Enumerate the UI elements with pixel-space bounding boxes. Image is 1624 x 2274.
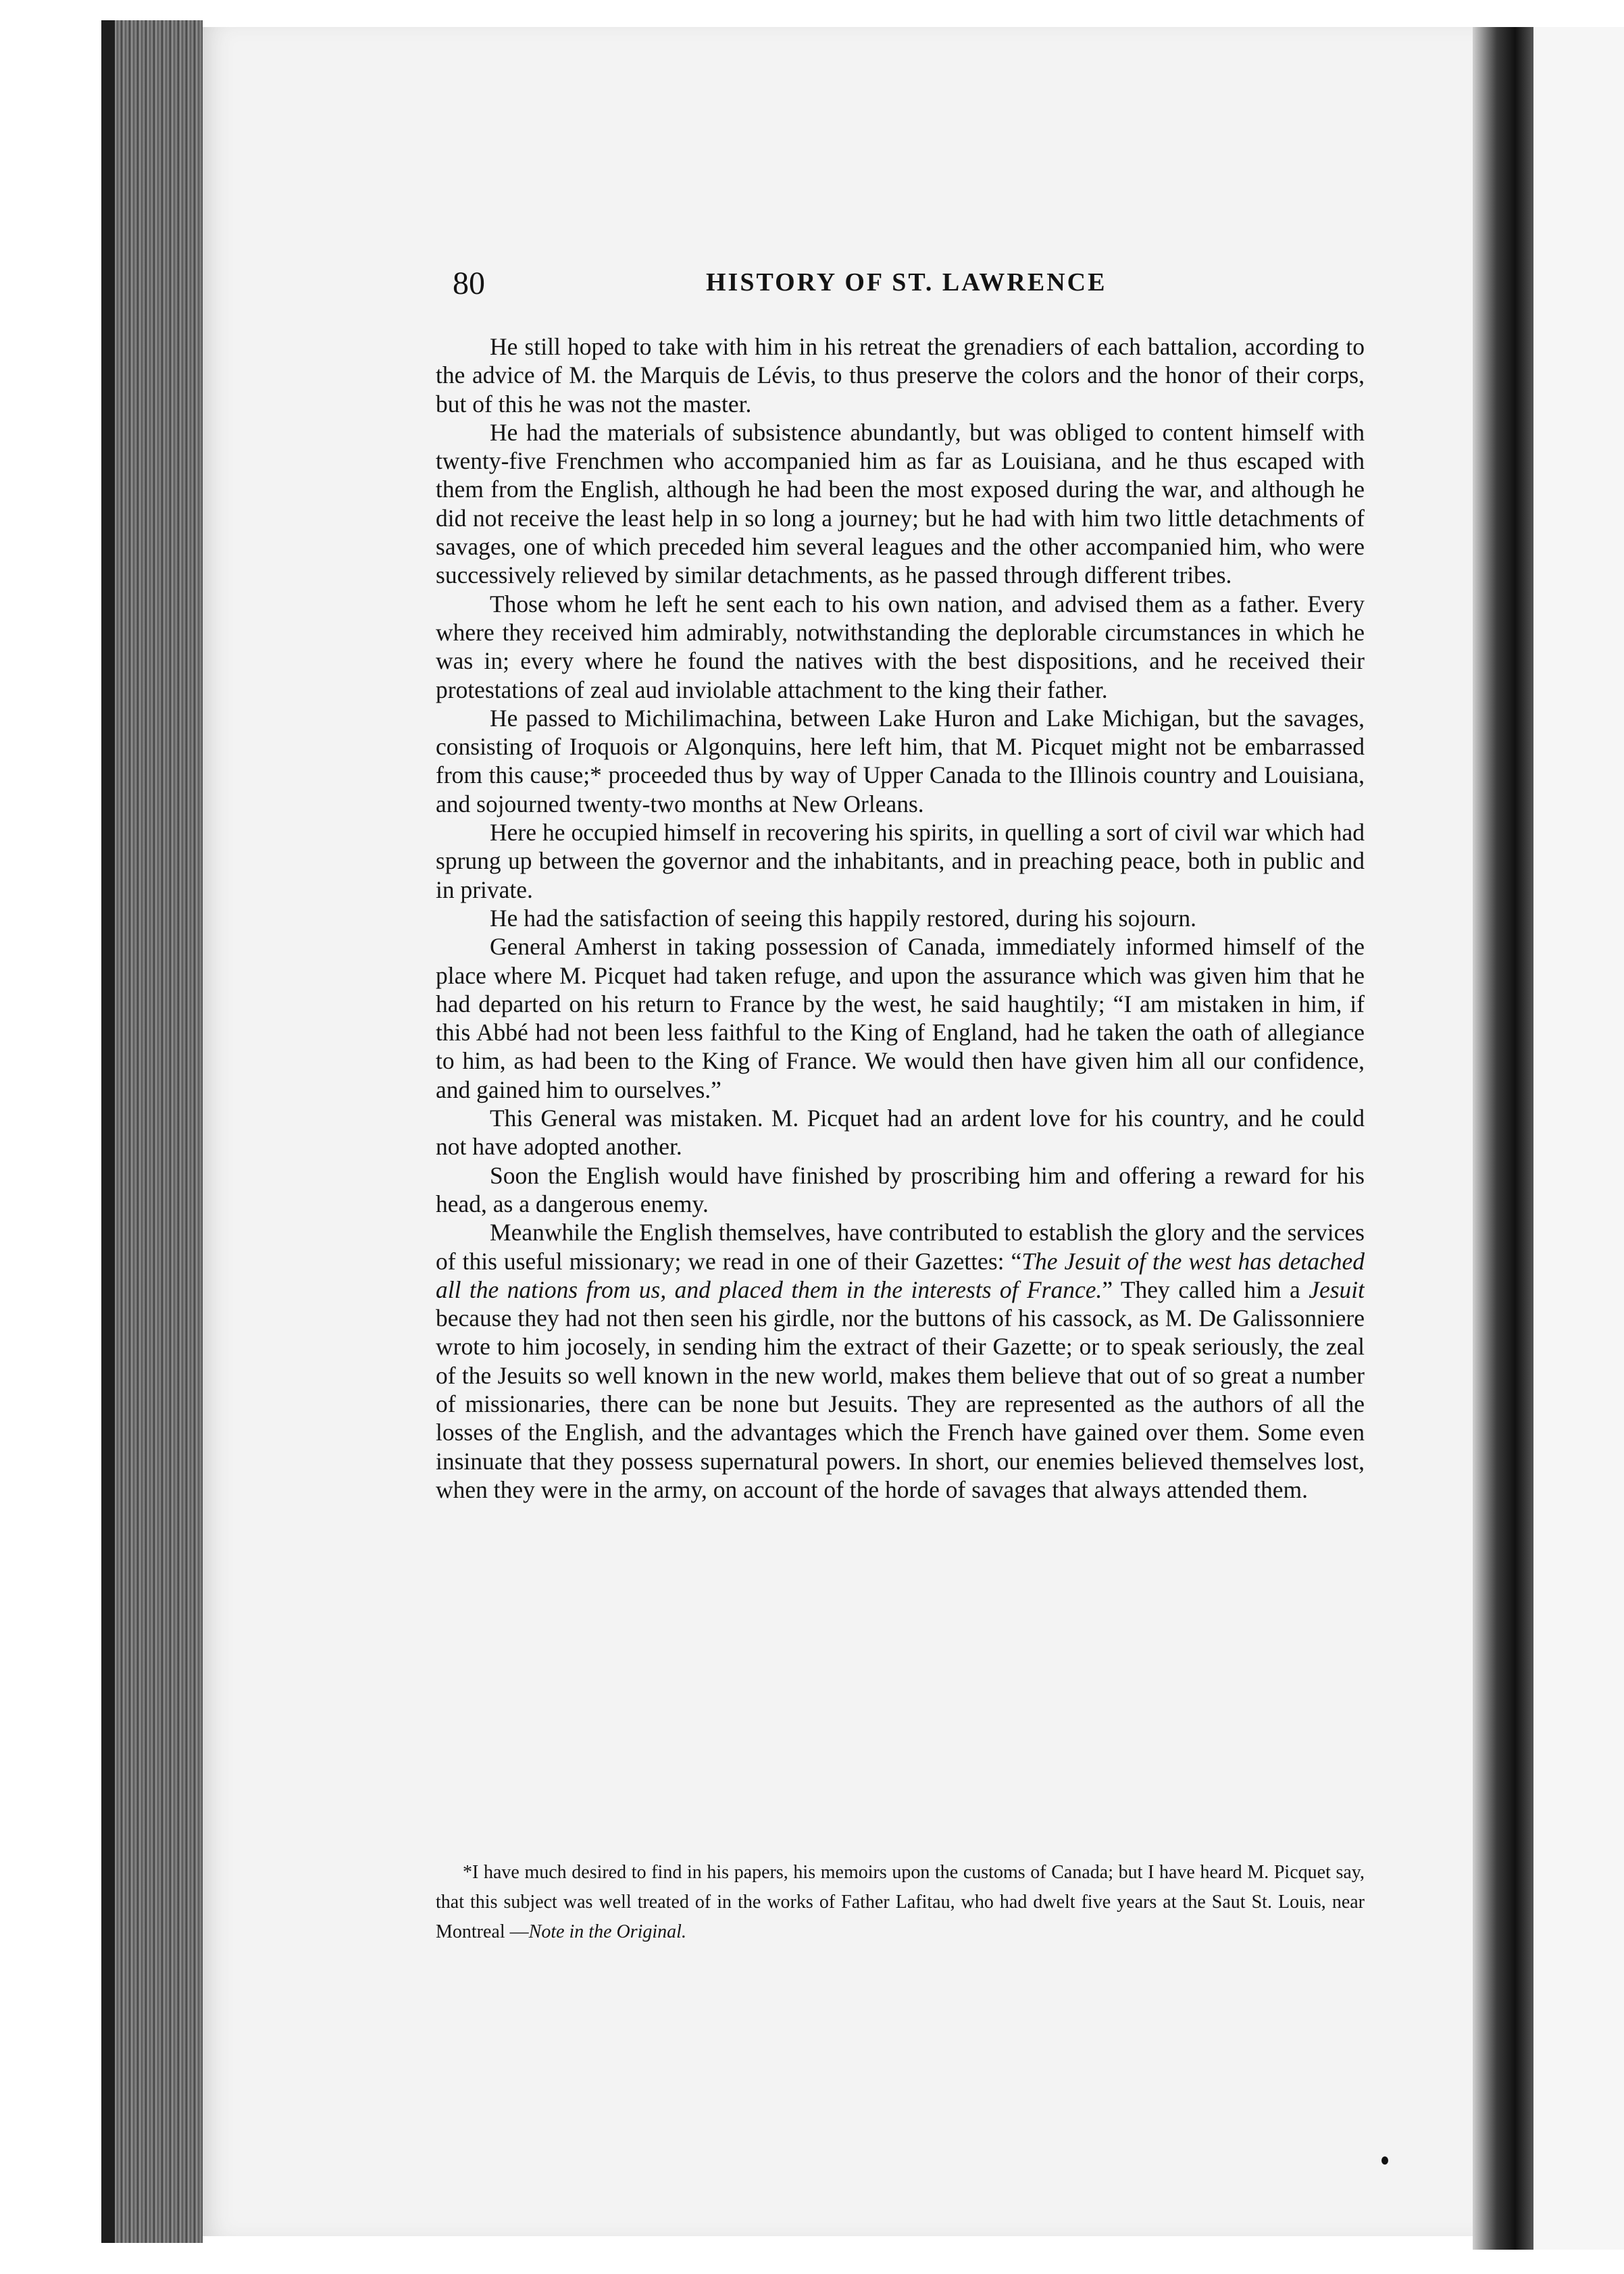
- paragraph: He passed to Michilimachina, between Lake Huron and Lake Michigan, but the savages, consisting of Iroquois or Algonquins, here left him, that M. Picquet might not be embarrassed from this cause;* proceeded thus by way of Upper Canada to the Illinois country and Louisiana, and sojourned twenty-two months at New Orleans.: [436, 704, 1365, 817]
- paragraph-text: because they had not then seen his girdle, nor the buttons of his cassock, as M. De Galissonniere wrote to him jocosely, in sending him the extract of their Gazette; or to speak seriously, the zeal of the Jesuits so well known in the new world, makes them believe that out of so great a number of missionaries, there can be none but Jesuits. They are represented as the authors of all the losses of the English, and the advantages which the French have gained over them. Some even insinuate that they possess supernatural powers. In short, our enemies believed themselves lost, when they were in the army, on account of the horde of savages that always attended them.: [436, 1305, 1365, 1503]
- body-text: [436, 332, 1365, 1839]
- paragraph: Here he occupied himself in recovering his spirits, in quelling a sort of civil war which had sprung up between the governor and the inhabitants, and in preaching peace, both in public and in private.: [436, 819, 1365, 903]
- italic-term: Jesuit: [1309, 1275, 1365, 1303]
- paragraph-text: ” They called him a: [1102, 1275, 1309, 1303]
- paragraph: General Amherst in taking possession of Canada, immediately informed himself of the place where M. Picquet had taken refuge, and upon the assurance which was given him that he had departed on his return to France by the west, he said haughtily; “I am mistaken in him, if this Abbé had not been less faithful to the King of England, had he taken the oath of allegiance to him, as had been to the King of France. We would then have given him all our confidence, and gained him to ourselves.”: [436, 933, 1365, 1103]
- footnote-body: *I have much desired to find in his papers, his memoirs upon the customs of Canada; but I have heard M. Picquet say, that this subject was well treated of in the works of Father Lafitau, who had dwelt five years at the Saut St. Louis, near Montreal —: [436, 1862, 1365, 1942]
- gazette-quote: The Jesuit of the west has detached all the nations from us, and placed them in the interests of France.: [436, 1247, 1365, 1303]
- paragraph: He had the satisfaction of seeing this happily restored, during his sojourn.: [490, 904, 1197, 932]
- book-edge-shadow: [101, 20, 115, 2243]
- page-header: [453, 265, 1365, 305]
- paragraph-text: Meanwhile the English themselves, have contributed to establish the glory and the services of this useful missionary; we read in one of their Gazettes: “: [436, 1219, 1365, 1275]
- paragraph: Soon the English would have finished by proscribing him and offering a reward for his head, as a dangerous enemy.: [436, 1161, 1365, 1217]
- adjacent-page: [1533, 27, 1624, 2250]
- paragraph: [436, 1218, 1365, 1504]
- book-edge-left: [101, 20, 203, 2243]
- paragraph: Those whom he left he sent each to his own nation, and advised them as a father. Every where they received him admirably, notwithstanding the deplorable circumstances in which he was in; every where he found the natives with the best dispositions, and he received their protestations of zeal aud inviolable attachment to the king their father.: [436, 590, 1365, 703]
- scan-speck: [1381, 2156, 1388, 2165]
- footnote: [436, 1858, 1365, 1947]
- page-number: 80: [453, 266, 485, 301]
- footnote-text: [436, 1858, 1365, 1947]
- paragraph: He still hoped to take with him in his retreat the grenadiers of each battalion, according to the advice of M. the Marquis de Lévis, to thus preserve the colors and the honor of their corps, but of this he was not the master.: [436, 333, 1365, 418]
- running-head: HISTORY OF ST. LAWRENCE: [706, 268, 1107, 297]
- paragraph: He had the materials of subsistence abundantly, but was obliged to content himself with twenty-five Frenchmen who accompanied him as far as Louisiana, and he thus escaped with them from the English, although he had been the most exposed during the war, and although he did not receive the least help in so long a journey; but he had with him two little detachments of savages, one of which preceded him several leagues and the other accompanied him, who were successively relieved by similar detachments, as he passed through different tribes.: [436, 418, 1365, 589]
- paragraph: This General was mistaken. M. Picquet had an ardent love for his country, and he could not have adopted another.: [436, 1105, 1365, 1161]
- book-gutter: [1473, 27, 1533, 2250]
- footnote-note: Note in the Original.: [528, 1921, 686, 1942]
